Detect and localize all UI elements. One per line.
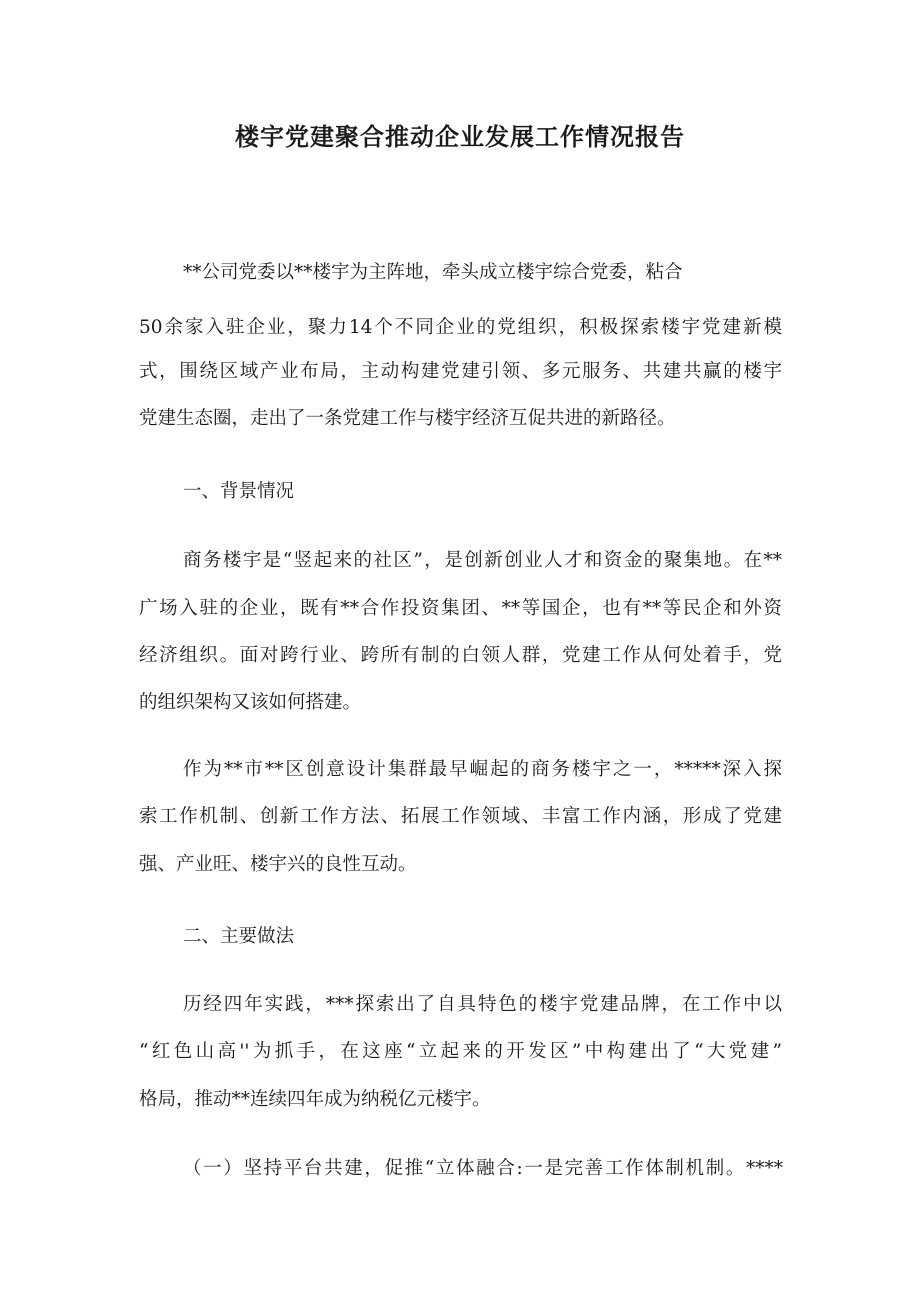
paragraph-line: 经济组织。面对跨行业、跨所有制的白领人群，党建工作从何处着手，党 <box>139 645 782 666</box>
subsection-line: （一）坚持平台共建，促推“立体融合:一是完善工作体制机制。**** <box>183 1158 783 1179</box>
paragraph-line: 历经四年实践，***探索出了自具特色的楼宇党建品牌，在工作中以 <box>183 994 782 1015</box>
paragraph-line: 强、产业旺、楼宇兴的良性互动。 <box>139 854 417 875</box>
paragraph-line: 党建生态圈，走出了一条党建工作与楼宇经济互促共进的新路径。 <box>139 408 676 429</box>
paragraph-line: 的组织架构又该如何搭建。 <box>139 692 362 713</box>
paragraph-line: “红色山高''为抓手，在这座“立起来的开发区”中构建出了“大党建” <box>139 1041 782 1062</box>
paragraph-line: 索工作机制、创新工作方法、拓展工作领域、丰富工作内涵，形成了党建 <box>139 806 782 827</box>
section-heading: 二、主要做法 <box>183 926 295 947</box>
paragraph-line: 商务楼宇是“竖起来的社区”，是创新创业人才和资金的聚集地。在** <box>183 550 782 571</box>
section-heading: 一、背景情况 <box>183 481 295 502</box>
paragraph-line: 式，围绕区域产业布局，主动构建党建引领、多元服务、共建共赢的楼宇 <box>139 361 782 382</box>
paragraph-line: 格局，推动**连续四年成为纳税亿元楼宇。 <box>139 1089 491 1110</box>
paragraph-line: 作为**市**区创意设计集群最早崛起的商务楼宇之一，*****深入探 <box>183 759 782 780</box>
paragraph-line: **公司党委以**楼宇为主阵地，牵头成立楼宇综合党委，粘合 <box>183 262 683 283</box>
paragraph-line: 广场入驻的企业，既有**合作投资集团、**等国企，也有**等民企和外资 <box>139 598 782 619</box>
document-title: 楼宇党建聚合推动企业发展工作情况报告 <box>235 123 685 151</box>
paragraph-line: 50余家入驻企业，聚力14个不同企业的党组织，积极探索楼宇党建新模 <box>139 317 782 338</box>
